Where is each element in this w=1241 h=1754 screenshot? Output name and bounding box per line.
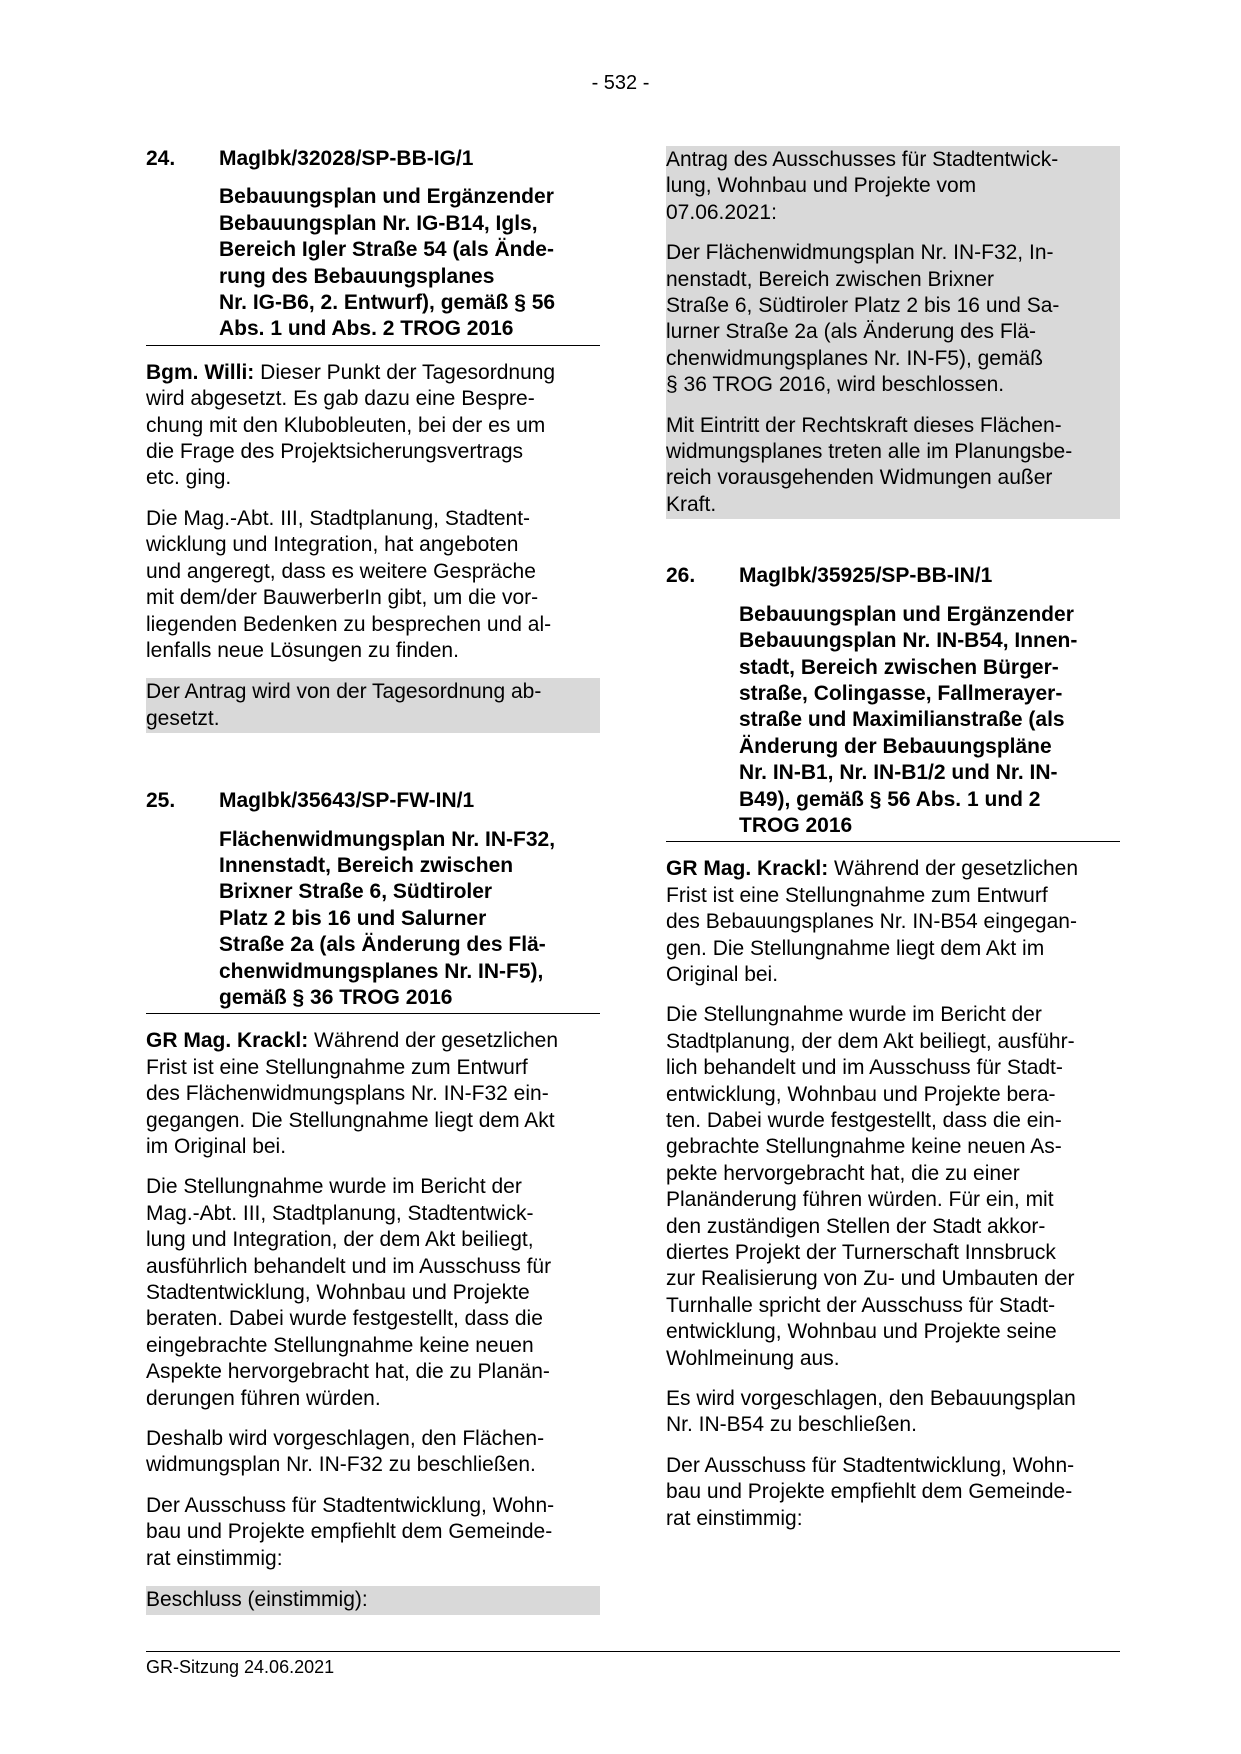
text-line: straße und Maximilianstraße (als bbox=[739, 708, 1065, 732]
text-line: gebrachte Stellungnahme keine neuen As- bbox=[666, 1135, 1062, 1159]
text-line: Bebauungsplan Nr. IG-B14, Igls, bbox=[219, 211, 538, 235]
left-column bbox=[146, 146, 600, 1615]
text-line: reich vorausgehenden Widmungen außer bbox=[666, 466, 1053, 490]
footer-text: GR-Sitzung 24.06.2021 bbox=[146, 1657, 335, 1677]
text-line: widmungsplanes treten alle im Planungsbe- bbox=[666, 440, 1073, 464]
text-line: bau und Projekte empfiehlt dem Gemeinde- bbox=[666, 1480, 1073, 1504]
text-line: des Bebauungsplanes Nr. IN-B54 eingegan- bbox=[666, 910, 1077, 934]
text-line: stadt, Bereich zwischen Bürger- bbox=[739, 655, 1059, 679]
item-26-number: 26. bbox=[666, 564, 696, 588]
item-25-code: MagIbk/35643/SP-FW-IN/1 bbox=[219, 789, 475, 813]
item-25-number: 25. bbox=[146, 789, 176, 813]
item-26-paragraph-4 bbox=[666, 1453, 1120, 1532]
text-line: rat einstimmig: bbox=[146, 1546, 283, 1570]
text-line: gegangen. Die Stellungnahme liegt dem Akt bbox=[146, 1108, 555, 1132]
item-26-speech bbox=[666, 856, 1120, 988]
text-line: bau und Projekte empfiehlt dem Gemeinde- bbox=[146, 1520, 553, 1544]
text-line: Frist ist eine Stellungnahme zum Entwurf bbox=[146, 1055, 528, 1079]
text-line: lung, Wohnbau und Projekte vom bbox=[666, 174, 977, 198]
right-column bbox=[666, 146, 1120, 1532]
item-26-heading bbox=[666, 563, 1120, 842]
item-24-speech bbox=[146, 360, 600, 492]
item-25-motion-text bbox=[666, 240, 1120, 398]
text-line: ten. Dabei wurde festgestellt, dass die ein- bbox=[666, 1109, 1062, 1132]
item-24-decision bbox=[146, 678, 600, 733]
text-line: Deshalb wird vorgeschlagen, den Flächen- bbox=[146, 1427, 545, 1451]
item-26-paragraph-2 bbox=[666, 1002, 1120, 1372]
text-line: zur Realisierung von Zu- und Umbauten der bbox=[666, 1267, 1075, 1291]
item-25-paragraph-4 bbox=[146, 1493, 600, 1572]
text-line: im Original bei. bbox=[146, 1135, 287, 1158]
text-line: Die Mag.-Abt. III, Stadtplanung, Stadtent- bbox=[146, 506, 531, 530]
text-line: rat einstimmig: bbox=[666, 1506, 803, 1530]
text-line: Änderung der Bebauungspläne bbox=[739, 734, 1052, 758]
text-line: Während der gesetzlichen bbox=[308, 1029, 559, 1053]
text-line: 07.06.2021: bbox=[666, 200, 777, 224]
item-25-motion-box bbox=[666, 146, 1120, 519]
item-25-speaker: GR Mag. Krackl: bbox=[146, 1029, 309, 1053]
item-24-code: MagIbk/32028/SP-BB-IG/1 bbox=[219, 147, 474, 170]
text-line: Original bei. bbox=[666, 962, 779, 986]
item-25-title bbox=[219, 827, 600, 1013]
item-26-speaker: GR Mag. Krackl: bbox=[666, 857, 829, 881]
text-line: Nr. IN-B1, Nr. IN-B1/2 und Nr. IN- bbox=[739, 761, 1058, 785]
text-line: gemäß § 36 TROG 2016 bbox=[219, 985, 453, 1009]
text-line: liegenden Bedenken zu besprechen und al- bbox=[146, 612, 552, 636]
text-line: wicklung und Integration, hat angeboten bbox=[146, 533, 519, 557]
text-line: diertes Projekt der Turnerschaft Innsbruck bbox=[666, 1241, 1056, 1265]
text-line: Der Ausschuss für Stadtentwicklung, Wohn- bbox=[666, 1453, 1075, 1477]
text-line: Abs. 1 und Abs. 2 TROG 2016 bbox=[219, 317, 514, 341]
text-line: Bebauungsplan und Ergänzender bbox=[219, 185, 554, 209]
text-line: Mit Eintritt der Rechtskraft dieses Flächen- bbox=[666, 413, 1062, 437]
item-26-title bbox=[739, 602, 1120, 841]
text-line: Straße 2a (als Änderung des Flä- bbox=[219, 933, 546, 957]
text-line: § 36 TROG 2016, wird beschlossen. bbox=[666, 373, 1005, 397]
text-line: chung mit den Klubobleuten, bei der es um bbox=[146, 413, 546, 437]
text-line: lich behandelt und im Ausschuss für Stadt- bbox=[666, 1056, 1063, 1080]
text-line: Wohlmeinung aus. bbox=[666, 1346, 840, 1370]
text-line: TROG 2016 bbox=[739, 813, 853, 837]
text-line: Bebauungsplan Nr. IN-B54, Innen- bbox=[739, 629, 1078, 653]
text-line: rung des Bebauungsplanes bbox=[219, 264, 495, 288]
text-line: Flächenwidmungsplan Nr. IN-F32, bbox=[219, 827, 556, 851]
item-24-paragraph-2 bbox=[146, 506, 600, 664]
text-line: Planänderung führen würden. Für ein, mit bbox=[666, 1188, 1054, 1212]
text-line: Antrag des Ausschusses für Stadtentwick- bbox=[666, 148, 1059, 171]
text-line: Bebauungsplan und Ergänzender bbox=[739, 602, 1074, 626]
text-line: Während der gesetzlichen bbox=[828, 857, 1079, 881]
item-26-code: MagIbk/35925/SP-BB-IN/1 bbox=[739, 564, 993, 588]
item-24-number: 24. bbox=[146, 147, 176, 170]
text-line: lenfalls neue Lösungen zu finden. bbox=[146, 638, 459, 662]
text-line: Mag.-Abt. III, Stadtplanung, Stadtentwick- bbox=[146, 1201, 534, 1225]
text-line: Dieser Punkt der Tagesordnung bbox=[254, 360, 556, 384]
text-line: B49), gemäß § 56 Abs. 1 und 2 bbox=[739, 787, 1041, 811]
text-line: Innenstadt, Bereich zwischen bbox=[219, 853, 514, 877]
item-25-paragraph-3 bbox=[146, 1426, 600, 1479]
text-line: eingebrachte Stellungnahme keine neuen bbox=[146, 1333, 534, 1357]
text-line: die Frage des Projektsicherungsvertrags bbox=[146, 440, 524, 464]
page-number: - 532 - bbox=[591, 72, 650, 94]
item-24-heading bbox=[146, 146, 600, 346]
item-25-speech bbox=[146, 1028, 600, 1160]
text-line: Der Antrag wird von der Tagesordnung ab- bbox=[146, 680, 542, 704]
item-25-motion-intro bbox=[666, 147, 1120, 226]
text-line: Brixner Straße 6, Südtiroler bbox=[219, 880, 493, 904]
text-line: derungen führen würden. bbox=[146, 1386, 381, 1410]
text-line: entwicklung, Wohnbau und Projekte bera- bbox=[666, 1082, 1056, 1106]
text-line: Platz 2 bis 16 und Salurner bbox=[219, 906, 487, 930]
text-line: mit dem/der BauwerberIn gibt, um die vor- bbox=[146, 586, 539, 610]
text-line: Stadtplanung, der dem Akt beiliegt, ausführ- bbox=[666, 1029, 1075, 1053]
text-line: Stadtentwicklung, Wohnbau und Projekte bbox=[146, 1281, 530, 1305]
item-25-decision: Beschluss (einstimmig): bbox=[146, 1586, 600, 1614]
text-line: Es wird vorgeschlagen, den Bebauungsplan bbox=[666, 1387, 1076, 1411]
text-line: etc. ging. bbox=[146, 466, 232, 490]
item-25-motion-effect bbox=[666, 413, 1120, 519]
text-line: Nr. IG-B6, 2. Entwurf), gemäß § 56 bbox=[219, 291, 556, 315]
text-line: Der Flächenwidmungsplan Nr. IN-F32, In- bbox=[666, 241, 1054, 265]
text-line: lurner Straße 2a (als Änderung des Flä- bbox=[666, 320, 1037, 344]
text-line: Nr. IN-B54 zu beschließen. bbox=[666, 1413, 917, 1437]
text-line: Die Stellungnahme wurde im Bericht der bbox=[666, 1003, 1042, 1027]
text-line: nenstadt, Bereich zwischen Brixner bbox=[666, 267, 994, 291]
text-line: und angeregt, dass es weitere Gespräche bbox=[146, 559, 536, 583]
text-line: des Flächenwidmungsplans Nr. IN-F32 ein- bbox=[146, 1082, 549, 1106]
text-line: wird abgesetzt. Es gab dazu eine Bespre- bbox=[146, 387, 535, 411]
text-line: Frist ist eine Stellungnahme zum Entwurf bbox=[666, 883, 1048, 907]
item-24-speaker: Bgm. Willi: bbox=[146, 360, 255, 384]
text-line: ausführlich behandelt und im Ausschuss für bbox=[146, 1254, 552, 1278]
text-line: Der Ausschuss für Stadtentwicklung, Wohn- bbox=[146, 1493, 555, 1517]
text-line: Die Stellungnahme wurde im Bericht der bbox=[146, 1175, 522, 1199]
text-line: widmungsplan Nr. IN-F32 zu beschließen. bbox=[146, 1453, 536, 1477]
text-line: Bereich Igler Straße 54 (als Ände- bbox=[219, 238, 554, 262]
item-26-paragraph-3 bbox=[666, 1386, 1120, 1439]
text-line: chenwidmungsplanes Nr. IN-F5), bbox=[219, 959, 544, 983]
text-line: gesetzt. bbox=[146, 706, 220, 730]
text-line: gen. Die Stellungnahme liegt dem Akt im bbox=[666, 936, 1045, 960]
text-line: pekte hervorgebracht hat, die zu einer bbox=[666, 1161, 1020, 1185]
text-line: Straße 6, Südtiroler Platz 2 bis 16 und Sa- bbox=[666, 294, 1060, 318]
text-line: straße, Colingasse, Fallmerayer- bbox=[739, 681, 1063, 705]
text-line: Kraft. bbox=[666, 492, 717, 516]
text-line: Turnhalle spricht der Ausschuss für Stadt- bbox=[666, 1293, 1056, 1317]
item-25-heading bbox=[146, 788, 600, 1014]
text-line: den zuständigen Stellen der Stadt akkor- bbox=[666, 1214, 1046, 1238]
text-line: beraten. Dabei wurde festgestellt, dass die bbox=[146, 1307, 543, 1331]
item-25-paragraph-2 bbox=[146, 1174, 600, 1412]
footer-rule bbox=[146, 1651, 1120, 1652]
text-line: entwicklung, Wohnbau und Projekte seine bbox=[666, 1320, 1057, 1344]
text-line: lung und Integration, der dem Akt beiliegt, bbox=[146, 1228, 534, 1252]
item-24-title bbox=[219, 184, 600, 343]
text-line: Aspekte hervorgebracht hat, die zu Planän- bbox=[146, 1360, 550, 1384]
text-line: chenwidmungsplanes Nr. IN-F5), gemäß bbox=[666, 346, 1043, 370]
